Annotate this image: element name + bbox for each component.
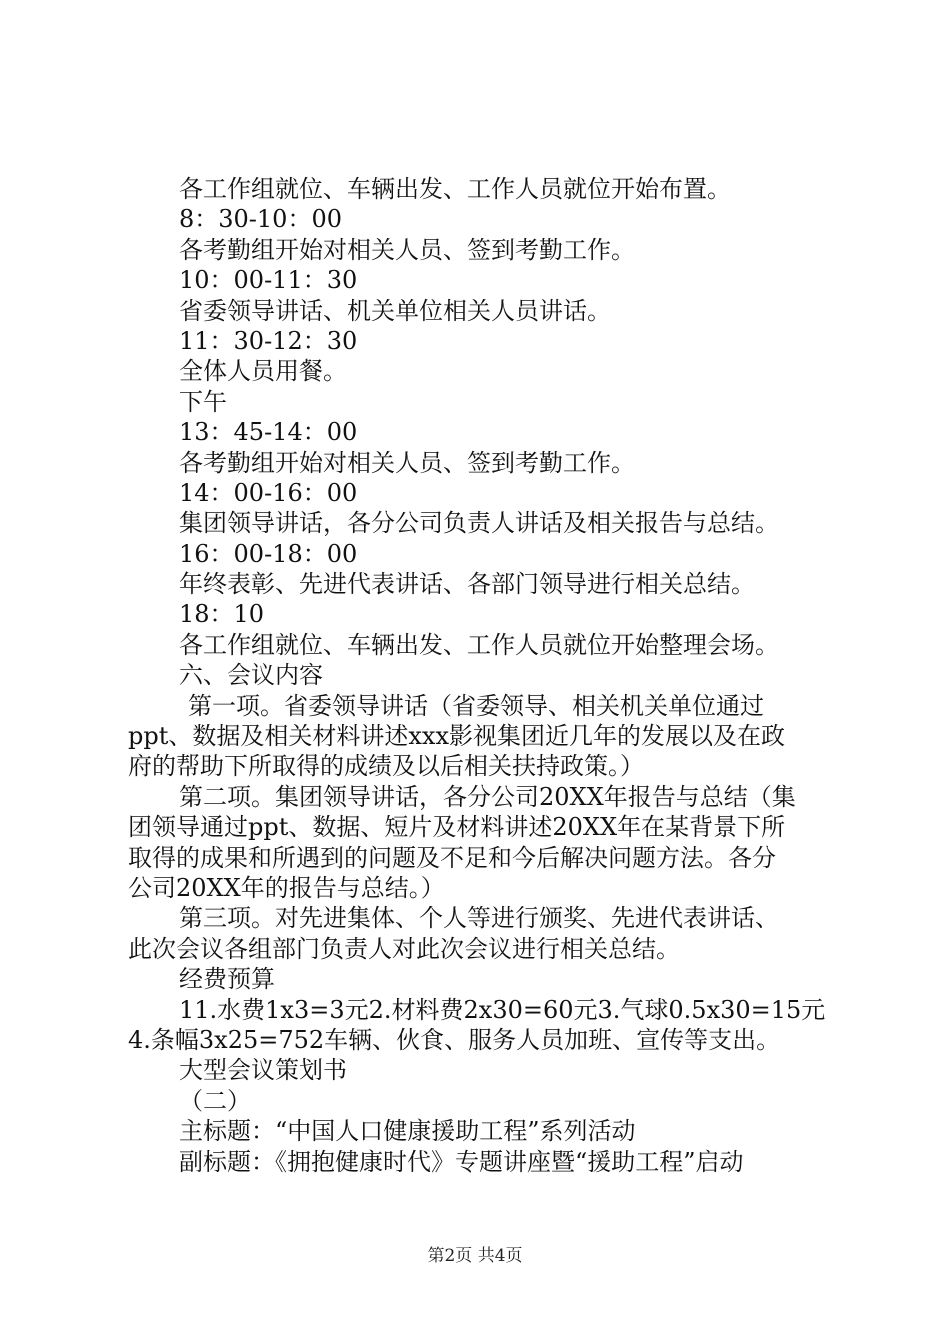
text-line: 公司20XX年的报告与总结。）	[128, 873, 445, 902]
text-line: 主标题：“中国人口健康援助工程”系列活动	[179, 1117, 636, 1146]
text-line: 集团领导讲话，各分公司负责人讲话及相关报告与总结。	[179, 509, 779, 538]
text-line: 此次会议各组部门负责人对此次会议进行相关总结。	[128, 934, 680, 963]
text-line: 4.条幅3x25=752车辆、伙食、服务人员加班、宣传等支出。	[128, 1025, 781, 1054]
text-line: 取得的成果和所遇到的问题及不足和今后解决问题方法。各分	[128, 843, 776, 872]
text-line: 14：00-16：00	[179, 478, 358, 507]
text-line: 第二项。集团领导讲话，各分公司20XX年报告与总结（集	[179, 782, 796, 811]
text-line: 各考勤组开始对相关人员、签到考勤工作。	[179, 235, 635, 264]
text-line: 经费预算	[179, 965, 275, 994]
text-line: 下午	[179, 387, 227, 416]
text-line: 第一项。省委领导讲话（省委领导、相关机关单位通过	[188, 691, 764, 720]
text-line: 11.水费1x3=3元2.材料费2x30=60元3.气球0.5x30=15元	[179, 995, 826, 1024]
text-line: 府的帮助下所取得的成绩及以后相关扶持政策。）	[128, 752, 644, 781]
text-line: 团领导通过ppt、数据、短片及材料讲述20XX年在某背景下所	[128, 813, 786, 842]
text-line: 16：00-18：00	[179, 539, 358, 568]
text-line: 副标题：《拥抱健康时代》专题讲座暨“援助工程”启动	[179, 1147, 744, 1176]
text-line: 各工作组就位、车辆出发、工作人员就位开始布置。	[179, 175, 731, 203]
text-line: ppt、数据及相关材料讲述xxx影视集团近几年的发展以及在政	[128, 722, 785, 751]
page-footer: 第2页 共4页	[427, 1246, 523, 1266]
text-line: 各工作组就位、车辆出发、工作人员就位开始整理会场。	[179, 630, 779, 659]
text-line: 年终表彰、先进代表讲话、各部门领导进行相关总结。	[179, 570, 755, 599]
text-line: 18：10	[179, 600, 265, 629]
text-line: 大型会议策划书	[179, 1056, 347, 1085]
text-line: 全体人员用餐。	[179, 357, 347, 386]
text-line: 13：45-14：00	[179, 418, 358, 447]
text-line: 10：00-11：30	[179, 266, 358, 295]
text-line: （二）	[179, 1086, 251, 1115]
text-line: 六、会议内容	[179, 661, 323, 690]
document-body	[128, 174, 838, 1177]
text-line: 11：30-12：30	[179, 326, 358, 355]
text-line: 省委领导讲话、机关单位相关人员讲话。	[179, 296, 611, 325]
text-line: 各考勤组开始对相关人员、签到考勤工作。	[179, 448, 635, 477]
text-line: 8：30-10：00	[179, 205, 342, 234]
text-line: 第三项。对先进集体、个人等进行颁奖、先进代表讲话、	[179, 904, 779, 933]
